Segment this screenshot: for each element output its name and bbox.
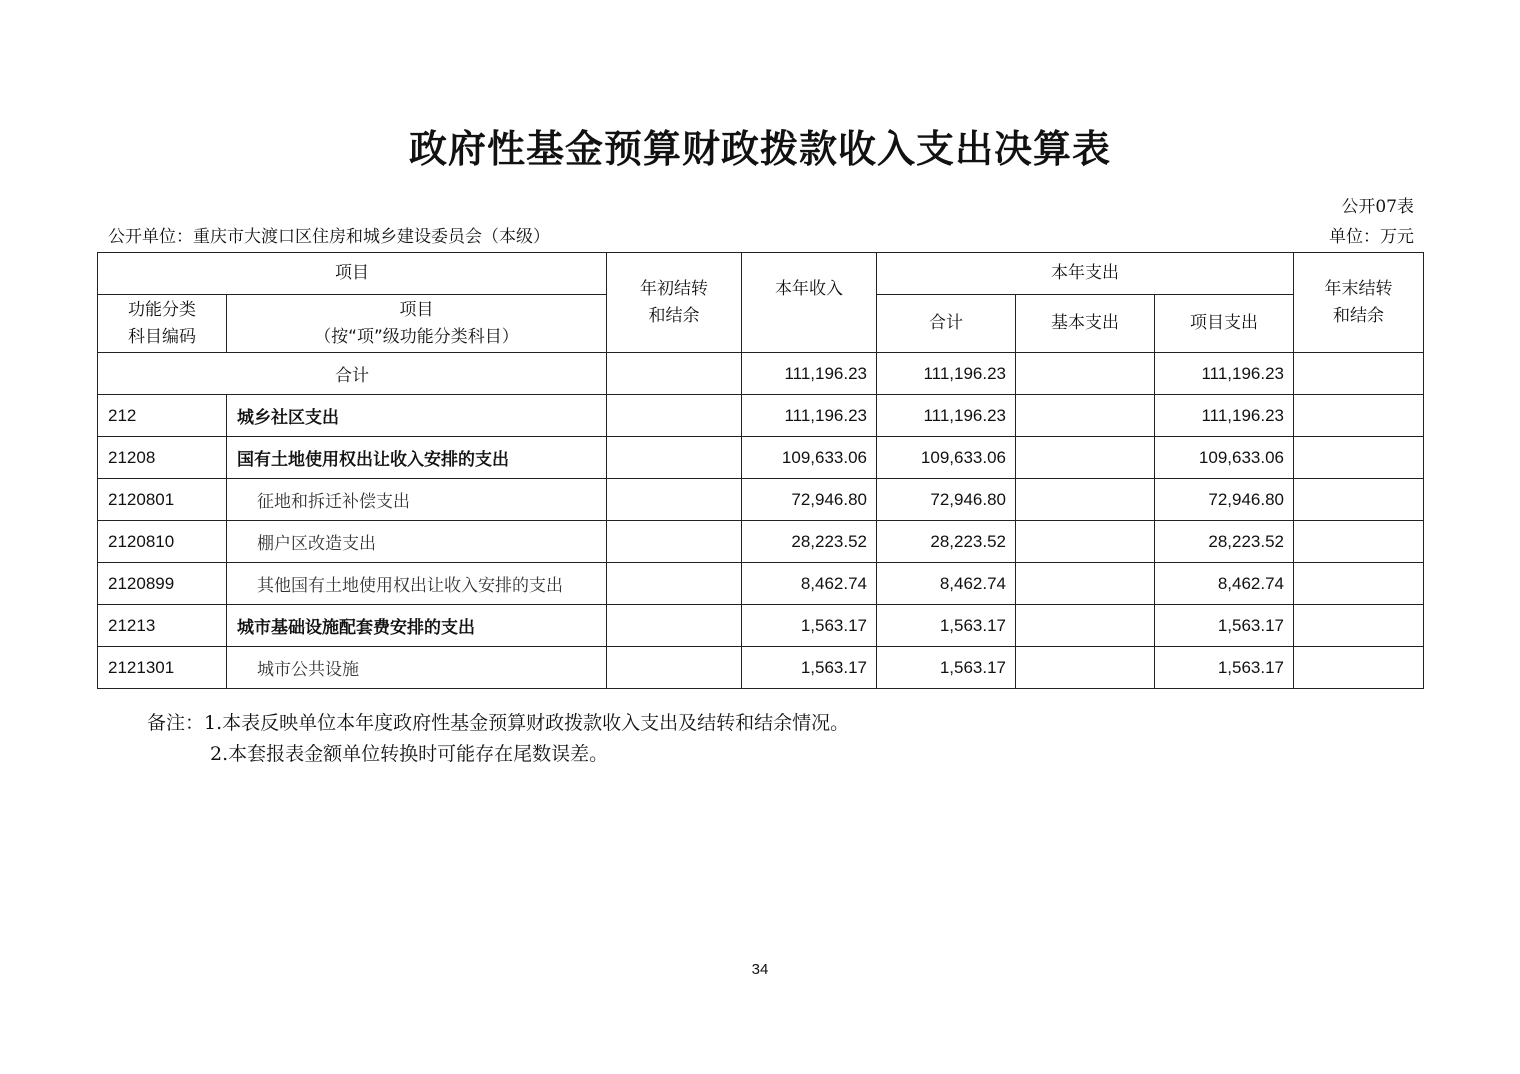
reporting-unit: 公开单位：重庆市大渡口区住房和城乡建设委员会（本级） <box>108 227 550 247</box>
cell-end <box>1294 521 1424 563</box>
cell-exp-basic <box>1016 437 1155 479</box>
header-begin-balance-line1: 年初结转 <box>640 278 708 299</box>
cell-exp-total: 72,946.80 <box>877 479 1016 521</box>
table-row <box>98 437 1424 479</box>
budget-table <box>97 252 1424 689</box>
header-begin-balance <box>607 253 742 353</box>
cell-begin <box>607 605 742 647</box>
cell-income: 1,563.17 <box>742 647 877 689</box>
cell-exp-basic <box>1016 521 1155 563</box>
cell-exp-project: 72,946.80 <box>1155 479 1294 521</box>
header-begin-balance-line2: 和结余 <box>648 305 700 326</box>
table-row <box>98 479 1424 521</box>
cell-name: 棚户区改造支出 <box>227 521 607 563</box>
header-income <box>742 253 877 353</box>
cell-code: 2120810 <box>98 521 227 563</box>
cell-exp-project: 109,633.06 <box>1155 437 1294 479</box>
table-row <box>98 521 1424 563</box>
header-exp-total: 合计 <box>877 295 1016 353</box>
cell-name: 城乡社区支出 <box>227 395 607 437</box>
cell-exp-basic <box>1016 353 1155 395</box>
cell-income: 109,633.06 <box>742 437 877 479</box>
cell-name: 其他国有土地使用权出让收入安排的支出 <box>227 563 607 605</box>
cell-exp-total: 1,563.17 <box>877 605 1016 647</box>
cell-income: 1,563.17 <box>742 605 877 647</box>
cell-income: 28,223.52 <box>742 521 877 563</box>
table-row <box>98 395 1424 437</box>
header-name <box>227 295 607 353</box>
header-item: 项目 <box>98 253 607 295</box>
cell-exp-total: 8,462.74 <box>877 563 1016 605</box>
table-row <box>98 563 1424 605</box>
cell-exp-total: 28,223.52 <box>877 521 1016 563</box>
cell-name: 城市基础设施配套费安排的支出 <box>227 605 607 647</box>
cell-exp-basic <box>1016 479 1155 521</box>
cell-begin <box>607 437 742 479</box>
cell-exp-basic <box>1016 605 1155 647</box>
cell-exp-total: 109,633.06 <box>877 437 1016 479</box>
cell-income: 111,196.23 <box>742 353 877 395</box>
cell-exp-project: 111,196.23 <box>1155 353 1294 395</box>
cell-exp-basic <box>1016 647 1155 689</box>
table-row-total <box>98 353 1424 395</box>
cell-end <box>1294 647 1424 689</box>
note-line-2: 2.本套报表金额单位转换时可能存在尾数误差。 <box>210 743 609 765</box>
cell-code: 21213 <box>98 605 227 647</box>
cell-income: 8,462.74 <box>742 563 877 605</box>
cell-code: 2121301 <box>98 647 227 689</box>
cell-end <box>1294 437 1424 479</box>
header-code-line1: 功能分类 <box>128 299 196 320</box>
header-expense: 本年支出 <box>877 253 1294 295</box>
cell-code: 21208 <box>98 437 227 479</box>
cell-exp-basic <box>1016 563 1155 605</box>
cell-exp-basic <box>1016 395 1155 437</box>
cell-exp-total: 111,196.23 <box>877 395 1016 437</box>
cell-begin <box>607 353 742 395</box>
notes <box>147 708 849 770</box>
cell-name: 征地和拆迁补偿支出 <box>227 479 607 521</box>
page-title: 政府性基金预算财政拨款收入支出决算表 <box>408 127 1111 171</box>
header-income-spacer <box>742 303 876 330</box>
cell-begin <box>607 563 742 605</box>
cell-end <box>1294 479 1424 521</box>
cell-name: 城市公共设施 <box>227 647 607 689</box>
cell-end <box>1294 353 1424 395</box>
cell-code: 212 <box>98 395 227 437</box>
cell-begin <box>607 521 742 563</box>
header-end-balance-line1: 年末结转 <box>1324 278 1393 299</box>
cell-income: 72,946.80 <box>742 479 877 521</box>
cell-code: 2120801 <box>98 479 227 521</box>
header-code <box>98 295 227 353</box>
cell-exp-project: 8,462.74 <box>1155 563 1294 605</box>
cell-end <box>1294 605 1424 647</box>
cell-exp-total: 1,563.17 <box>877 647 1016 689</box>
cell-exp-project: 1,563.17 <box>1155 647 1294 689</box>
header-exp-basic: 基本支出 <box>1016 295 1155 353</box>
header-end-balance-line2: 和结余 <box>1333 305 1384 326</box>
header-name-line1: 项目 <box>399 299 434 320</box>
cell-income: 111,196.23 <box>742 395 877 437</box>
header-income-label: 本年收入 <box>775 278 843 299</box>
cell-begin <box>607 647 742 689</box>
total-label: 合计 <box>98 353 607 395</box>
header-exp-project: 项目支出 <box>1155 295 1294 353</box>
cell-exp-total: 111,196.23 <box>877 353 1016 395</box>
header-name-line2: （按“项”级功能分类科目） <box>314 326 519 347</box>
cell-name: 国有土地使用权出让收入安排的支出 <box>227 437 607 479</box>
cell-exp-project: 111,196.23 <box>1155 395 1294 437</box>
page-number: 34 <box>751 961 769 978</box>
note-line-1: 备注：1.本表反映单位本年度政府性基金预算财政拨款收入支出及结转和结余情况。 <box>147 712 850 734</box>
table-code: 公开07表 <box>1341 197 1414 217</box>
cell-exp-project: 1,563.17 <box>1155 605 1294 647</box>
cell-exp-project: 28,223.52 <box>1155 521 1294 563</box>
table-row <box>98 605 1424 647</box>
cell-end <box>1294 395 1424 437</box>
header-code-line2: 科目编码 <box>128 326 196 347</box>
cell-begin <box>607 479 742 521</box>
money-unit: 单位：万元 <box>1329 227 1414 247</box>
cell-code: 2120899 <box>98 563 227 605</box>
cell-end <box>1294 563 1424 605</box>
cell-begin <box>607 395 742 437</box>
header-end-balance <box>1294 253 1424 353</box>
table-row <box>98 647 1424 689</box>
